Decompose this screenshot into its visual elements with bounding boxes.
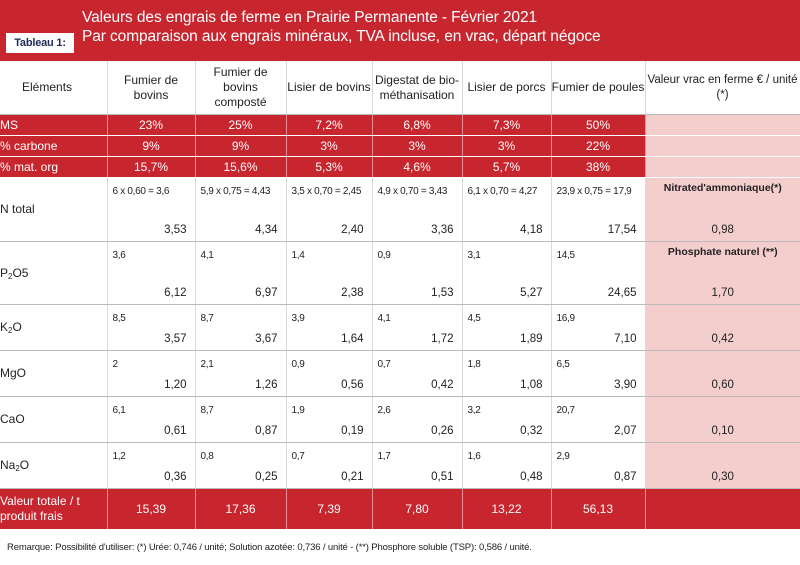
table-cell xyxy=(107,305,195,351)
table-cell: 7,2% xyxy=(286,115,372,136)
cell-value: 1,53 xyxy=(431,287,454,299)
cell-value: 0,61 xyxy=(164,425,187,437)
cell-value: 0,56 xyxy=(341,379,364,391)
table-header-band xyxy=(0,0,800,61)
cell-calculation: 2,6 xyxy=(377,405,391,416)
reference-cell xyxy=(645,115,800,136)
reference-value: 0,10 xyxy=(711,425,734,437)
fertilizer-value-table xyxy=(0,61,800,529)
table-cell xyxy=(286,443,372,489)
table-cell xyxy=(107,443,195,489)
cell-value: 0,19 xyxy=(341,425,364,437)
element-suffix: O5 xyxy=(12,265,29,280)
cell-value: 3,57 xyxy=(164,333,187,345)
table-cell xyxy=(107,397,195,443)
total-value: 13,22 xyxy=(462,489,551,530)
total-value: 15,39 xyxy=(107,489,195,530)
cell-value: 7,10 xyxy=(614,333,637,345)
cell-calculation: 1,2 xyxy=(112,451,126,462)
cell-value: 24,65 xyxy=(607,287,637,299)
reference-cell xyxy=(645,305,800,351)
table-cell xyxy=(551,351,645,397)
cell-calculation: 0,9 xyxy=(377,250,391,261)
row-label xyxy=(0,397,107,443)
table-cell: 3% xyxy=(286,136,372,157)
table-cell: 15,6% xyxy=(195,157,286,178)
reference-value: 0,30 xyxy=(711,471,734,483)
table-cell: 3% xyxy=(372,136,462,157)
element-symbol: K xyxy=(0,320,9,334)
cell-calculation: 0,9 xyxy=(291,359,305,370)
table-cell xyxy=(195,351,286,397)
total-label-line2: produit frais xyxy=(0,509,63,523)
element-symbol: Na xyxy=(0,458,16,472)
element-subscript: 2 xyxy=(8,326,13,335)
reference-value: 0,98 xyxy=(711,224,734,236)
total-label-line1: Valeur totale / t xyxy=(0,494,80,508)
reference-value: 1,70 xyxy=(711,287,734,299)
reference-cell xyxy=(645,178,800,242)
table-cell xyxy=(551,305,645,351)
cell-calculation: 8,7 xyxy=(200,313,214,324)
cell-calculation: 23,9 x 0,75 = 17,9 xyxy=(556,186,632,197)
table-cell xyxy=(462,178,551,242)
column-header-product: Lisier de bovins xyxy=(286,61,372,115)
column-header-row xyxy=(0,61,800,115)
table-cell: 23% xyxy=(107,115,195,136)
cell-calculation: 0,7 xyxy=(377,359,391,370)
table-cell xyxy=(286,397,372,443)
cell-calculation: 0,7 xyxy=(291,451,305,462)
table-row xyxy=(0,136,800,157)
cell-value: 0,42 xyxy=(431,379,454,391)
cell-value: 4,34 xyxy=(255,224,278,236)
cell-value: 6,97 xyxy=(255,287,278,299)
table-cell xyxy=(462,242,551,305)
reference-cell xyxy=(645,157,800,178)
cell-calculation: 1,9 xyxy=(291,405,305,416)
row-label xyxy=(0,443,107,489)
cell-value: 1,20 xyxy=(164,379,187,391)
table-subtitle: Par comparaison aux engrais minéraux, TVA incluse, en vrac, départ négoce xyxy=(82,28,601,45)
table-cell xyxy=(372,351,462,397)
cell-calculation: 3,9 xyxy=(291,313,305,324)
table-row xyxy=(0,157,800,178)
cell-value: 17,54 xyxy=(607,224,637,236)
total-label xyxy=(0,489,107,530)
reference-value: 0,60 xyxy=(711,379,734,391)
cell-calculation: 4,5 xyxy=(467,313,481,324)
cell-value: 2,40 xyxy=(341,224,364,236)
table-cell xyxy=(462,351,551,397)
element-symbol: N total xyxy=(0,202,35,216)
table-cell: 9% xyxy=(107,136,195,157)
cell-calculation: 1,8 xyxy=(467,359,481,370)
column-header-elements: Eléments xyxy=(0,61,107,115)
table-cell: 4,6% xyxy=(372,157,462,178)
cell-value: 0,51 xyxy=(431,471,454,483)
table-cell xyxy=(286,305,372,351)
table-cell: 5,3% xyxy=(286,157,372,178)
cell-calculation: 14,5 xyxy=(556,250,575,261)
cell-calculation: 16,9 xyxy=(556,313,575,324)
reference-cell xyxy=(645,136,800,157)
table-cell xyxy=(551,397,645,443)
table-cell: 7,3% xyxy=(462,115,551,136)
row-label xyxy=(0,242,107,305)
column-header-product: Digestat de bio-méthanisation xyxy=(372,61,462,115)
table-cell xyxy=(195,397,286,443)
cell-calculation: 6,1 x 0,70 = 4,27 xyxy=(467,186,538,197)
cell-calculation: 0,8 xyxy=(200,451,214,462)
element-subscript: 2 xyxy=(15,464,20,473)
table-cell xyxy=(551,178,645,242)
table-row xyxy=(0,351,800,397)
table-row xyxy=(0,305,800,351)
cell-value: 3,36 xyxy=(431,224,454,236)
table-cell xyxy=(286,351,372,397)
cell-value: 1,64 xyxy=(341,333,364,345)
cell-calculation: 6,1 xyxy=(112,405,126,416)
table-cell xyxy=(286,178,372,242)
table-cell: 15,7% xyxy=(107,157,195,178)
total-value: 56,13 xyxy=(551,489,645,530)
cell-value: 3,90 xyxy=(614,379,637,391)
cell-calculation: 4,1 xyxy=(377,313,391,324)
cell-value: 1,72 xyxy=(431,333,454,345)
cell-value: 0,48 xyxy=(520,471,543,483)
cell-value: 3,67 xyxy=(255,333,278,345)
table-row xyxy=(0,178,800,242)
table-cell xyxy=(462,305,551,351)
cell-calculation: 2,1 xyxy=(200,359,214,370)
cell-calculation: 5,9 x 0,75 = 4,43 xyxy=(200,186,271,197)
table-cell: 38% xyxy=(551,157,645,178)
footnote: Remarque: Possibilité d'utiliser: (*) Urée: 0,746 / unité; Solution azotée: 0,736 / unité - (**) Phosphore soluble (TSP): 0,586 / unité. xyxy=(7,542,532,553)
row-label: % mat. org xyxy=(0,157,107,178)
element-suffix: O xyxy=(12,320,22,334)
total-reference-cell xyxy=(645,489,800,530)
cell-value: 0,36 xyxy=(164,471,187,483)
table-cell xyxy=(107,242,195,305)
column-header-product: Fumier de bovins composté xyxy=(195,61,286,115)
table-cell xyxy=(372,178,462,242)
total-value: 7,39 xyxy=(286,489,372,530)
table-cell: 6,8% xyxy=(372,115,462,136)
cell-calculation: 1,4 xyxy=(291,250,305,261)
table-row xyxy=(0,242,800,305)
cell-calculation: 3,1 xyxy=(467,250,481,261)
table-cell xyxy=(195,443,286,489)
cell-value: 6,12 xyxy=(164,287,187,299)
total-row xyxy=(0,489,800,530)
table-cell xyxy=(107,178,195,242)
cell-calculation: 8,7 xyxy=(200,405,214,416)
cell-value: 1,26 xyxy=(255,379,278,391)
column-header-product: Fumier de poules xyxy=(551,61,645,115)
row-label: MS xyxy=(0,115,107,136)
total-value: 17,36 xyxy=(195,489,286,530)
cell-calculation: 20,7 xyxy=(556,405,575,416)
cell-calculation: 8,5 xyxy=(112,313,126,324)
reference-value: 0,42 xyxy=(711,333,734,345)
cell-calculation: 6,5 xyxy=(556,359,570,370)
cell-value: 0,25 xyxy=(255,471,278,483)
total-value: 7,80 xyxy=(372,489,462,530)
table-cell: 5,7% xyxy=(462,157,551,178)
row-label xyxy=(0,178,107,242)
table-cell: 9% xyxy=(195,136,286,157)
table-cell: 50% xyxy=(551,115,645,136)
cell-value: 0,87 xyxy=(614,471,637,483)
column-header-reference-value: Valeur vrac en ferme € / unité (*) xyxy=(645,61,800,115)
table-cell xyxy=(195,242,286,305)
table-cell xyxy=(372,305,462,351)
table-cell: 25% xyxy=(195,115,286,136)
row-label xyxy=(0,305,107,351)
cell-calculation: 3,2 xyxy=(467,405,481,416)
table-cell xyxy=(462,443,551,489)
table-cell xyxy=(286,242,372,305)
cell-value: 5,27 xyxy=(520,287,543,299)
element-subscript: 2 xyxy=(8,271,13,281)
element-symbol: MgO xyxy=(0,366,27,380)
table-cell xyxy=(551,443,645,489)
reference-cell xyxy=(645,351,800,397)
cell-value: 1,08 xyxy=(520,379,543,391)
cell-value: 0,21 xyxy=(341,471,364,483)
cell-value: 0,87 xyxy=(255,425,278,437)
table-row xyxy=(0,397,800,443)
table-cell: 22% xyxy=(551,136,645,157)
cell-calculation: 3,6 xyxy=(112,250,126,261)
row-label: % carbone xyxy=(0,136,107,157)
table-cell: 3% xyxy=(462,136,551,157)
reference-cell xyxy=(645,443,800,489)
reference-cell xyxy=(645,242,800,305)
cell-calculation: 2 xyxy=(112,359,118,370)
column-header-product: Lisier de porcs xyxy=(462,61,551,115)
cell-calculation: 1,6 xyxy=(467,451,481,462)
table-number-tag: Tableau 1: xyxy=(6,33,74,53)
row-label xyxy=(0,351,107,397)
table-title: Valeurs des engrais de ferme en Prairie Permanente - Février 2021 xyxy=(82,9,537,26)
cell-value: 0,26 xyxy=(431,425,454,437)
cell-calculation: 3,5 x 0,70 = 2,45 xyxy=(291,186,362,197)
table-row xyxy=(0,443,800,489)
table-cell xyxy=(372,242,462,305)
table-cell xyxy=(462,397,551,443)
element-symbol: P xyxy=(0,265,9,280)
cell-calculation: 1,7 xyxy=(377,451,391,462)
cell-value: 0,32 xyxy=(520,425,543,437)
table-cell xyxy=(372,443,462,489)
cell-calculation: 4,1 xyxy=(200,250,214,261)
cell-value: 1,89 xyxy=(520,333,543,345)
element-symbol: CaO xyxy=(0,412,25,426)
cell-value: 3,53 xyxy=(164,224,187,236)
column-header-product: Fumier de bovins xyxy=(107,61,195,115)
reference-cell xyxy=(645,397,800,443)
table-cell xyxy=(107,351,195,397)
table-cell xyxy=(551,242,645,305)
reference-note: Phosphate naturel (**) xyxy=(667,246,778,258)
cell-calculation: 2,9 xyxy=(556,451,570,462)
table-cell xyxy=(372,397,462,443)
table-row xyxy=(0,115,800,136)
cell-value: 2,07 xyxy=(614,425,637,437)
table-cell xyxy=(195,178,286,242)
cell-calculation: 4,9 x 0,70 = 3,43 xyxy=(377,186,448,197)
cell-value: 2,38 xyxy=(341,287,364,299)
cell-value: 4,18 xyxy=(520,224,543,236)
reference-note: Nitrated'ammoniaque(*) xyxy=(663,182,782,194)
cell-calculation: 6 x 0,60 = 3,6 xyxy=(112,186,170,197)
table-cell xyxy=(195,305,286,351)
element-suffix: O xyxy=(19,458,30,472)
